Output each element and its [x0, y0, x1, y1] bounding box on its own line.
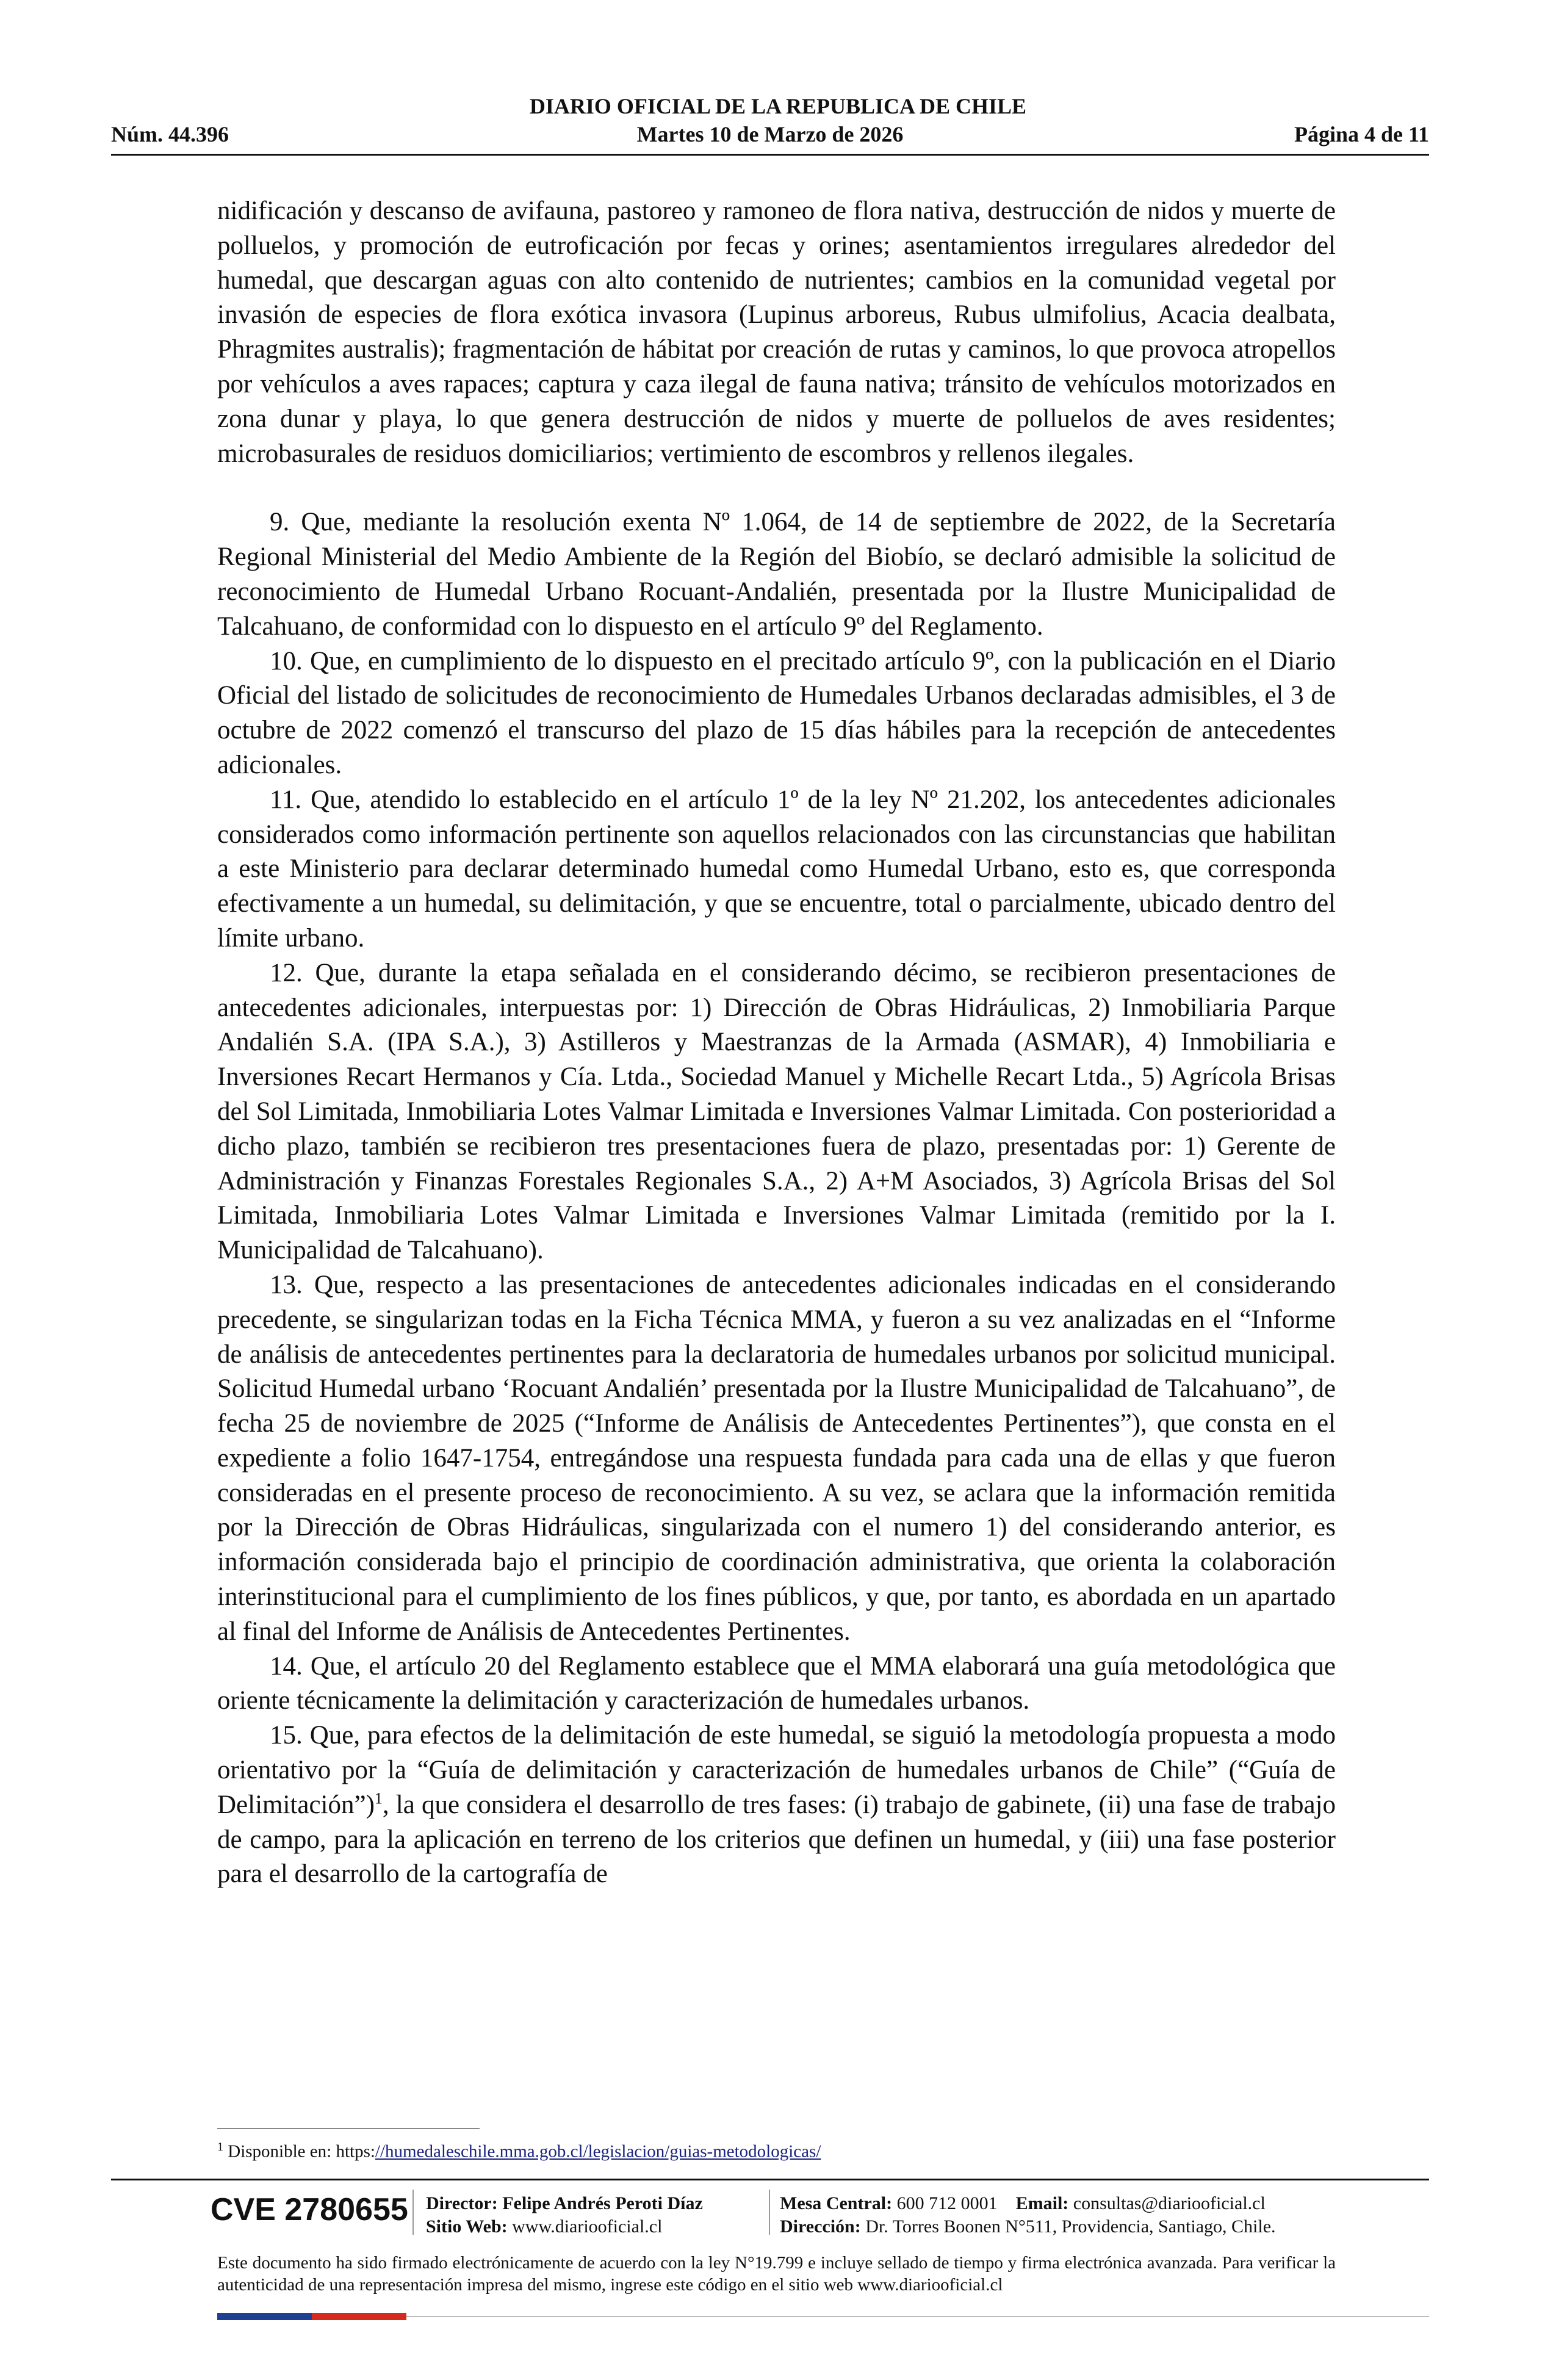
paragraph-12: 12. Que, durante la etapa señalada en el considerando décimo, se recibieron presentaciones de antecedentes adicionales, interpuestas por: 1) Dirección de Obras Hidráulicas, 2) Inmobiliaria Parque Andalién S.A. (IPA S.A.), 3) Astilleros y Maestranzas de la Armada (ASMAR), 4) Inmobiliaria e Inversiones Recart Hermanos y Cía. Ltda., Sociedad Manuel y Michelle Recart Ltda., 5) Agrícola Brisas del Sol Limitada, Inmobiliaria Lotes Valmar Limitada e Inversiones Valmar Limitada. Con posterioridad a dicho plazo, también se recibieron tres presentaciones fuera de plazo, presentadas por: 1) Gerente de Administración y Finanzas Forestales Regionales S.A., 2) A+M Asociados, 3) Agrícola Brisas del Sol Limitada, Inmobiliaria Lotes Valmar Limitada e Inversiones Valmar Limitada (remitido por la I. Municipalidad de Talcahuano).: [217, 958, 1336, 1265]
site-label: Sitio Web:: [426, 2216, 508, 2237]
mesa-phone: 600 712 0001: [896, 2193, 998, 2213]
director-label: Director:: [426, 2193, 498, 2213]
director-line: [426, 2192, 703, 2215]
signature-disclaimer: Este documento ha sido firmado electrónicamente de acuerdo con la ley N°19.799 e incluye sellado de tiempo y firma electrónica avanzada. Para verificar la autenticidad de una representación impresa del mismo, ingrese este código en el sitio web www.diariooficial.cl: [217, 2253, 1336, 2295]
flag-blue-segment: [217, 2313, 312, 2320]
footnote-number: 1: [217, 2140, 223, 2154]
issue-number: Núm. 44.396: [111, 122, 229, 146]
email-address[interactable]: consultas@diariooficial.cl: [1073, 2193, 1266, 2213]
footer-separator: [412, 2190, 414, 2235]
email-label: Email:: [1015, 2193, 1069, 2213]
footer-divider: [111, 2179, 1429, 2180]
header-divider: [111, 154, 1429, 156]
mesa-label: Mesa Central:: [780, 2193, 893, 2213]
paragraph-10: 10. Que, en cumplimiento de lo dispuesto en el precitado artículo 9º, con la publicación en el Diario Oficial del listado de solicitudes de reconocimiento de Humedales Urbanos declaradas admisibles, el 3 de octubre de 2022 comenzó el transcurso del plazo de 15 días hábiles para la recepción de antecedentes adicionales.: [217, 646, 1336, 779]
site-url[interactable]: www.diariooficial.cl: [512, 2216, 663, 2237]
footnote-divider: [217, 2128, 480, 2129]
issue-date: Martes 10 de Marzo de 2026: [636, 122, 904, 146]
paragraph-gap: [217, 471, 1336, 505]
cve-code: CVE 2780655: [211, 2192, 408, 2227]
site-line: [426, 2215, 703, 2238]
paragraph-13: 13. Que, respecto a las presentaciones de antecedentes adicionales indicadas en el considerando precedente, se singularizan todas en la Ficha Técnica MMA, y fueron a su vez analizadas en el “Informe de análisis de antecedentes pertinentes para la declaratoria de humedales urbanos por solicitud municipal. Solicitud Humedal urbano ‘Rocuant Andalién’ presentada por la Ilustre Municipalidad de Talcahuano”, de fecha 25 de noviembre de 2025 (“Informe de Análisis de Antecedentes Pertinentes”), que consta en el expediente a folio 1647-1754, entregándose una respuesta fundada para cada una de ellas y que fueron consideradas en el presente proceso de reconocimiento. A su vez, se aclara que la información remitida por la Dirección de Obras Hidráulicas, singularizada con el numero 1) del considerando anterior, es información considerada bajo el principio de coordinación administrativa, que orienta la colaboración interinstitucional para el cumplimiento de los fines públicos, y que, por tanto, es abordada en un apartado al final del Informe de Análisis de Antecedentes Pertinentes.: [217, 1270, 1336, 1646]
address-line: [780, 2215, 1276, 2238]
paragraph-15-text-b: , la que considera el desarrollo de tres fases: (i) trabajo de gabinete, (ii) una fase de trabajo de campo, para la aplicación en terreno de los criterios que definen un humedal, y (iii) una fase posterior para el desarrollo de la cartografía de: [217, 1790, 1336, 1889]
paragraph-9: 9. Que, mediante la resolución exenta Nº 1.064, de 14 de septiembre de 2022, de la Secretaría Regional Ministerial del Medio Ambiente de la Región del Biobío, se declaró admisible la solicitud de reconocimiento de Humedal Urbano Rocuant-Andalién, presentada por la Ilustre Municipalidad de Talcahuano, de conformidad con lo dispuesto en el artículo 9º del Reglamento.: [217, 508, 1336, 641]
footnote-prefix: Disponible en: https:: [228, 2141, 375, 2162]
header-row: [111, 121, 1429, 150]
page-indicator: Página 4 de 11: [1294, 122, 1429, 146]
address-text: Dr. Torres Boonen N°511, Providencia, Santiago, Chile.: [865, 2216, 1276, 2237]
flag-red-segment: [312, 2313, 406, 2320]
footnote-reference[interactable]: 1: [374, 1789, 383, 1808]
paragraph-15: [217, 1718, 1336, 1892]
footer-director-block: [426, 2192, 703, 2238]
footer-contact-block: [780, 2192, 1276, 2238]
paragraph-15-text-a: 15. Que, para efectos de la delimitación de este humedal, se siguió la metodología propuesta a modo orientativo por la “Guía de delimitación y caracterización de humedales urbanos de Chile” (“Guía de Delimitación”): [217, 1721, 1336, 1819]
document-body: [217, 194, 1336, 1892]
paragraph-continuation: nidificación y descanso de avifauna, pastoreo y ramoneo de flora nativa, destrucción de nidos y muerte de polluelos, y promoción de eutroficación por fecas y orines; asentamientos irregulares alrededor del humedal, que descargan aguas con alto contenido de nutrientes; cambios en la comunidad vegetal por invasión de especies de flora exótica invasora (Lupinus arboreus, Rubus ulmifolius, Acacia dealbata, Phragmites australis); fragmentación de hábitat por creación de rutas y caminos, lo que provoca atropellos por vehículos a aves rapaces; captura y caza ilegal de fauna nativa; tránsito de vehículos motorizados en zona dunar y playa, lo que genera destrucción de nidos y muerte de polluelos de aves residentes; microbasurales de residuos domiciliarios; vertimiento de escombros y rellenos ilegales.: [217, 197, 1336, 468]
footer-separator: [769, 2190, 770, 2235]
footnote-link[interactable]: //humedaleschile.mma.gob.cl/legislacion/guias-metodologicas/: [375, 2141, 821, 2162]
director-name: Felipe Andrés Peroti Díaz: [502, 2193, 703, 2213]
address-label: Dirección:: [780, 2216, 861, 2237]
flag-color-bar: [217, 2313, 406, 2320]
paragraph-11: 11. Que, atendido lo establecido en el artículo 1º de la ley Nº 21.202, los antecedentes adicionales considerados como información pertinente son aquellos relacionados con las circunstancias que habilitan a este Ministerio para declarar determinado humedal como Humedal Urbano, esto es, que corresponda efectivamente a un humedal, su delimitación, y que se encuentre, total o parcialmente, ubicado dentro del límite urbano.: [217, 785, 1336, 953]
footnote: [217, 2136, 821, 2163]
bottom-divider: [406, 2316, 1429, 2317]
contact-line: [780, 2192, 1276, 2215]
paragraph-14: 14. Que, el artículo 20 del Reglamento establece que el MMA elaborará una guía metodológica que oriente técnicamente la delimitación y caracterización de humedales urbanos.: [217, 1651, 1336, 1715]
newspaper-title: DIARIO OFICIAL DE LA REPUBLICA DE CHILE: [529, 94, 1027, 118]
